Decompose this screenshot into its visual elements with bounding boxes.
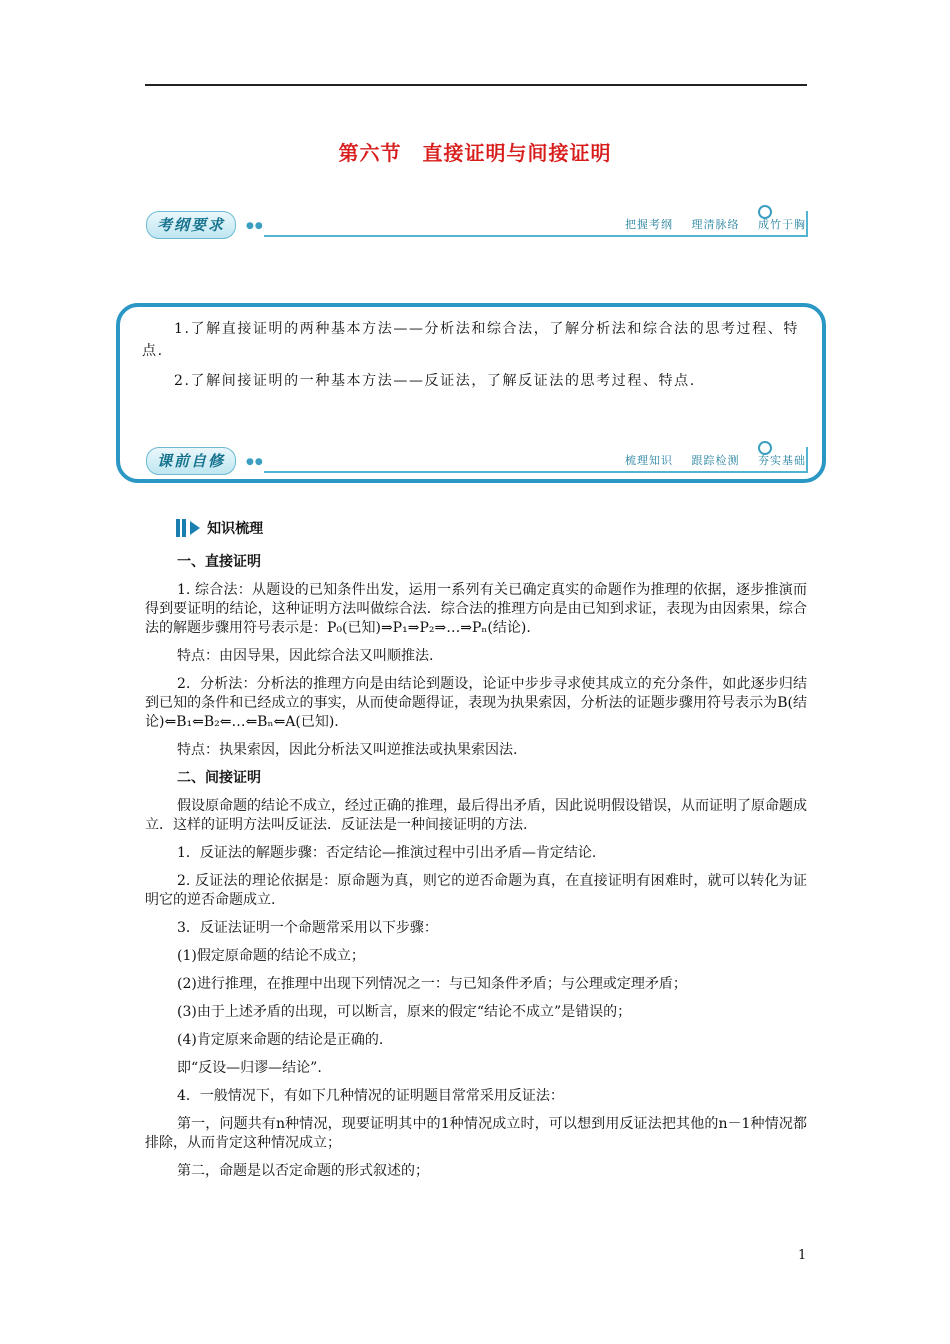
section-heading: 二、间接证明	[177, 770, 261, 786]
paragraph: 1．反证法的解题步骤：否定结论—推演过程中引出矛盾—肯定结论.	[177, 845, 597, 861]
paragraph: 2. 反证法的理论依据是：原命题为真，则它的逆否命题为真，在直接证明有困难时，就可以转化为证明它的逆否命题成立.	[145, 873, 807, 908]
banner-tags	[611, 452, 806, 468]
banner-line	[264, 235, 808, 237]
knowledge-heading	[176, 517, 263, 539]
header-rule	[145, 84, 807, 86]
paragraph: 1. 综合法：从题设的已知条件出发，运用一系列有关已确定真实的命题作为推理的依据，逐步推演而得到要证明的结论，这种证明方法叫做综合法．综合法的推理方向是由已知到求证，表现为由因索果，综合法的解题步骤用符号表示是：P₀(已知)⇒P₁⇒P₂⇒…⇒Pₙ(结论).	[145, 582, 807, 636]
paragraph: (1)假定原命题的结论不成立；	[177, 948, 365, 964]
paragraph: 第二，命题是以否定命题的形式叙述的；	[177, 1163, 429, 1179]
banner-tag: 成竹于胸	[758, 218, 806, 231]
paragraph: 假设原命题的结论不成立，经过正确的推理，最后得出矛盾，因此说明假设错误，从而证明了原命题成立．这样的证明方法叫反证法．反证法是一种间接证明的方法.	[145, 798, 807, 833]
paragraph: 第一，问题共有n种情况，现要证明其中的1种情况成立时，可以想到用反证法把其他的n－1种情况都排除，从而肯定这种情况成立；	[145, 1116, 807, 1151]
paragraph: 2．分析法：分析法的推理方向是由结论到题设，论证中步步寻求使其成立的充分条件，如此逐步归结到已知的条件和已经成立的事实，从而使命题得证，表现为执果索因，分析法的证题步骤用符号表示为B(结论)⇐B₁⇐B₂⇐…⇐Bₙ⇐A(已知).	[145, 676, 807, 730]
banner-exam-requirements	[140, 211, 812, 241]
banner-tag: 夯实基础	[758, 454, 806, 467]
banner-end-bar	[806, 211, 808, 237]
paragraph: (3)由于上述矛盾的出现，可以断言，原来的假定“结论不成立”是错误的；	[177, 1004, 632, 1020]
banner-tag: 理清脉络	[691, 218, 740, 231]
banner-tag: 把握考纲	[625, 218, 673, 231]
banner-badge: 考纲要求	[146, 211, 236, 239]
page-number: 1	[798, 1248, 807, 1263]
dots-icon: ●●	[246, 457, 264, 467]
banner-preview-study	[140, 447, 812, 477]
banner-tag: 梳理知识	[625, 454, 673, 467]
requirement-item: 2.了解间接证明的一种基本方法——反证法，了解反证法的思考过程、特点.	[174, 373, 696, 389]
section-marker-icon	[176, 519, 202, 537]
banner-tags	[611, 216, 806, 232]
paragraph: (4)肯定原来命题的结论是正确的.	[177, 1032, 384, 1048]
requirement-item: 1.了解直接证明的两种基本方法——分析法和综合法，了解分析法和综合法的思考过程、特点.	[142, 321, 799, 359]
dots-icon: ●●	[246, 221, 264, 231]
requirements-list	[142, 318, 812, 400]
banner-end-bar	[806, 447, 808, 473]
banner-badge: 课前自修	[146, 447, 236, 475]
paragraph: (2)进行推理，在推理中出现下列情况之一：与已知条件矛盾；与公理或定理矛盾；	[177, 976, 687, 992]
section-heading: 一、直接证明	[177, 554, 261, 570]
paragraph: 即“反设—归谬—结论”.	[177, 1060, 322, 1076]
banner-tag: 跟踪检测	[691, 454, 740, 467]
paragraph: 特点：由因导果，因此综合法又叫顺推法.	[177, 648, 434, 664]
knowledge-body	[145, 553, 807, 1190]
paragraph: 4．一般情况下，有如下几种情况的证明题目常常采用反证法：	[177, 1088, 564, 1104]
banner-line	[264, 471, 808, 473]
paragraph: 3．反证法证明一个命题常采用以下步骤：	[177, 920, 438, 936]
knowledge-label: 知识梳理	[207, 520, 264, 537]
page-title: 第六节 直接证明与间接证明	[338, 141, 612, 165]
paragraph: 特点：执果索因，因此分析法又叫逆推法或执果索因法.	[177, 742, 518, 758]
